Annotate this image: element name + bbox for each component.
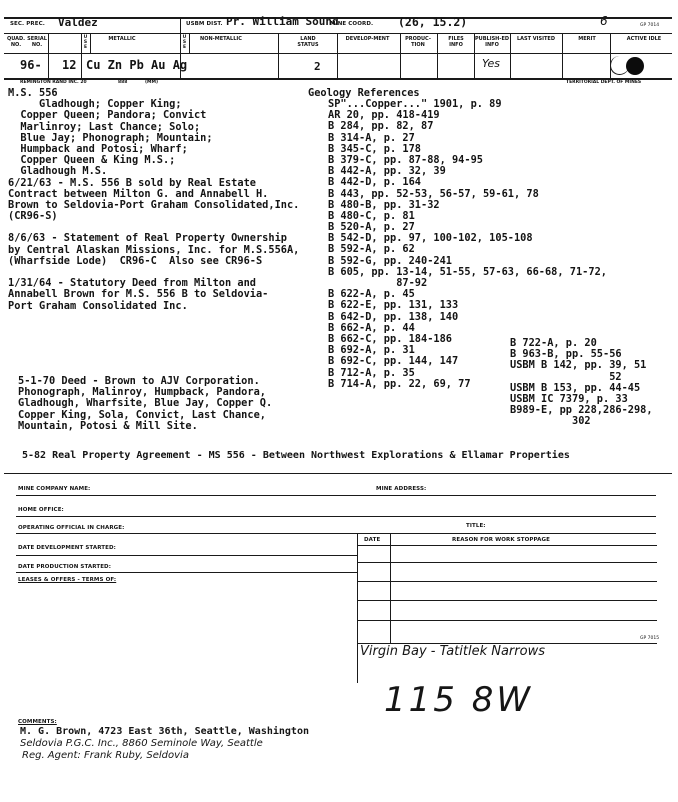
col-head-non-metallic: NON-METALLIC bbox=[200, 36, 242, 42]
remington-mark-3: (MM) bbox=[145, 80, 159, 85]
mine-company-label: MINE COMPANY NAME: bbox=[18, 486, 91, 492]
geology-ref-line: B 379-C, pp. 87-88, 94-95 bbox=[328, 153, 483, 166]
code-handwriting: 115 8W bbox=[384, 680, 533, 720]
col-head-production: PRODUC-TION bbox=[405, 36, 431, 48]
geology-ref-line: USBM B 142, pp. 39, 51 bbox=[510, 359, 647, 372]
home-office-label: HOME OFFICE: bbox=[18, 507, 64, 513]
deed-note-line: Mountain, Potosi & Mill Site. bbox=[18, 419, 198, 432]
geology-ref-line: B 442-A, pp. 32, 39 bbox=[328, 165, 446, 178]
geology-ref-line: B 662-A, p. 44 bbox=[328, 321, 415, 334]
ownership-note-line: Gladhough M.S. bbox=[8, 165, 108, 178]
date-col-label: DATE bbox=[364, 537, 381, 543]
row-metallic: Cu Zn Pb Au Ag bbox=[86, 58, 188, 72]
geology-ref-line: USBM B 153, pp. 44-45 bbox=[510, 381, 641, 394]
col-head-published-info: PUBLISH-ED INFO bbox=[475, 36, 510, 48]
col-head-files-info: FILES INFO bbox=[448, 36, 464, 48]
ownership-note-line: Gladhough; Copper King; bbox=[8, 98, 182, 111]
comments-line-3: Reg. Agent: Frank Ruby, Seldovia bbox=[22, 750, 189, 761]
col-head-last-visited: LAST VISITED bbox=[517, 36, 555, 42]
geology-ref-line: B 345-C, p. 178 bbox=[328, 142, 421, 155]
col-head-development: DEVELOP-MENT bbox=[345, 36, 390, 42]
col-head-land-status: LAND STATUS bbox=[297, 36, 319, 48]
sec-prec-label: SEC. PREC. bbox=[10, 21, 45, 27]
location-handwriting: Virgin Bay - Tatitlek Narrows bbox=[360, 644, 545, 659]
geology-ref-line: B 622-A, p. 45 bbox=[328, 288, 415, 301]
ownership-note-line: (Wharfside Lode) CR96-C Also see CR96-S bbox=[8, 254, 263, 267]
col-head-quad: QUAD. NO. bbox=[6, 36, 26, 48]
ownership-note-line: (CR96-S) bbox=[8, 210, 58, 223]
comments-line-2: Seldovia P.G.C. Inc., 8860 Seminole Way, Seattle bbox=[20, 738, 263, 749]
geology-references-right bbox=[510, 338, 670, 428]
col-head-serial: SERIAL NO. bbox=[27, 36, 47, 48]
sec-prec-value: Valdez bbox=[58, 16, 98, 29]
ownership-note-line: Blue Jay; Phonograph; Mountain; bbox=[8, 131, 213, 144]
geology-ref-line: B 622-E, pp. 131, 133 bbox=[328, 299, 459, 312]
row-published: Yes bbox=[482, 57, 501, 70]
geology-ref-line: B 722-A, p. 20 bbox=[510, 337, 597, 349]
geology-ref-line: B 712-A, p. 35 bbox=[328, 366, 415, 379]
geology-ref-line: B 662-C, pp. 184-186 bbox=[328, 332, 452, 345]
geology-ref-line: B 592-G, pp. 240-241 bbox=[328, 254, 452, 267]
ownership-note-line: 8/6/63 - Statement of Real Property Ownership bbox=[8, 232, 287, 245]
row-quad: 96- bbox=[20, 58, 42, 72]
geology-ref-line: 87-92 bbox=[328, 277, 428, 289]
geology-ref-line: B 442-D, p. 164 bbox=[328, 176, 421, 189]
comments-label: COMMENTS: bbox=[18, 719, 57, 725]
geology-ref-line: USBM IC 7379, p. 33 bbox=[510, 392, 628, 405]
geology-ref-line: B 592-A, p. 62 bbox=[328, 243, 415, 256]
deed-note-line: Phonograph, Malinroy, Humpback, Pandora, bbox=[18, 386, 266, 399]
row-land-status: 2 bbox=[314, 60, 321, 73]
usbm-dist-label: USBM DIST. bbox=[186, 21, 223, 27]
col-head-active-idle: ACTIVE IDLE bbox=[626, 36, 662, 42]
ownership-note-line: Humpback and Potosi; Wharf; bbox=[8, 142, 188, 155]
deed-note-line: Copper King, Sola, Convict, Last Chance, bbox=[18, 408, 266, 421]
geology-ref-line: B 714-A, pp. 22, 69, 77 bbox=[328, 377, 471, 390]
leases-label: LEASES & OFFERS - TERMS OF: bbox=[18, 577, 117, 583]
ownership-note-line: Contract between Milton G. and Annabell H. bbox=[8, 187, 269, 200]
mine-coord-label: MINE COORD. bbox=[330, 21, 374, 27]
geology-ref-line: B 542-D, pp. 97, 100-102, 105-108 bbox=[328, 232, 533, 245]
ownership-note-line: 1/31/64 - Statutory Deed from Milton and bbox=[8, 277, 256, 290]
geology-ref-line: B 314-A, p. 27 bbox=[328, 131, 415, 144]
ownership-note-line: M.S. 556 bbox=[8, 87, 58, 99]
ownership-note-line: Copper Queen; Pandora; Convict bbox=[8, 109, 207, 122]
ownership-note-line: Brown to Seldovia-Port Graham Consolidated,Inc. bbox=[8, 198, 300, 211]
ownership-note-line: 6/21/63 - M.S. 556 B sold by Real Estate bbox=[8, 176, 256, 189]
col-head-use-1: U S E bbox=[83, 35, 88, 50]
deed-note-line: 5-1-70 Deed - Brown to AJV Corporation. bbox=[18, 375, 260, 387]
geology-title: Geology References bbox=[308, 87, 420, 99]
ownership-notes bbox=[8, 88, 328, 312]
geology-ref-line: AR 20, pp. 418-419 bbox=[328, 109, 440, 122]
ownership-note-line: Copper Queen & King M.S.; bbox=[8, 154, 176, 167]
geology-ref-line: 302 bbox=[510, 415, 591, 428]
geology-ref-line: B 963-B, pp. 55-56 bbox=[510, 348, 622, 361]
remington-mark: REMINGTON RAND INC. 20 bbox=[20, 80, 87, 85]
form-number-2: GP 7015 bbox=[640, 636, 660, 641]
title-label: TITLE: bbox=[466, 523, 486, 529]
col-head-merit: MERIT bbox=[578, 36, 596, 42]
geology-ref-line: B 480-B, pp. 31-32 bbox=[328, 198, 440, 211]
mine-address-label: MINE ADDRESS: bbox=[376, 486, 427, 492]
comments-line-1: M. G. Brown, 4723 East 36th, Seattle, Washington bbox=[20, 726, 309, 737]
geology-ref-line: 52 bbox=[510, 370, 622, 383]
geology-ref-line: B 692-A, p. 31 bbox=[328, 344, 415, 357]
usbm-dist-value: Pr. William Sound bbox=[226, 15, 339, 28]
deed-note-line: Gladhough, Wharfsite, Blue Jay, Copper Q. bbox=[18, 397, 273, 410]
col-head-use-2: U S E bbox=[182, 35, 187, 50]
agreement-line: 5-82 Real Property Agreement - MS 556 - Between Northwest Explorations & Ellamar Properties bbox=[22, 450, 570, 461]
col-head-metallic: METALLIC bbox=[108, 36, 136, 42]
deed-notes bbox=[18, 376, 318, 432]
dev-started-label: DATE DEVELOPMENT STARTED: bbox=[18, 545, 116, 551]
geology-ref-line: B 284, pp. 82, 87 bbox=[328, 120, 434, 133]
geology-ref-line: B 642-D, pp. 138, 140 bbox=[328, 310, 459, 323]
active-idle-arc bbox=[610, 56, 629, 75]
ownership-note-line: by Central Alaskan Missions, Inc. for M.S.556A, bbox=[8, 243, 300, 256]
geology-ref-line: B 605, pp. 13-14, 51-55, 57-63, 66-68, 71-72, bbox=[328, 265, 607, 278]
operating-official-label: OPERATING OFFICIAL IN CHARGE: bbox=[18, 525, 125, 531]
prod-started-label: DATE PRODUCTION STARTED: bbox=[18, 564, 112, 570]
geology-ref-line: B 443, pp. 52-53, 56-57, 59-61, 78 bbox=[328, 187, 539, 200]
page-mark: 6 bbox=[600, 14, 608, 28]
territorial-mark: TERRITORIAL DEPT. OF MINES bbox=[566, 80, 642, 85]
geology-ref-line: B 692-C, pp. 144, 147 bbox=[328, 355, 459, 368]
remington-mark-2: 888 bbox=[118, 80, 128, 85]
form-number: GP 7014 bbox=[640, 23, 660, 28]
row-serial: 12 bbox=[62, 58, 77, 72]
reason-col-label: REASON FOR WORK STOPPAGE bbox=[452, 537, 551, 543]
geology-ref-line: B 480-C, p. 81 bbox=[328, 209, 415, 222]
mine-coord-value: (26, 15.2) bbox=[398, 15, 468, 29]
geology-ref-line: B 520-A, p. 27 bbox=[328, 221, 415, 234]
ownership-note-line: Annabell Brown for M.S. 556 B to Seldovia- bbox=[8, 288, 269, 301]
geology-ref-line: SP"...Copper..." 1901, p. 89 bbox=[328, 98, 502, 110]
ownership-note-line: Port Graham Consolidated Inc. bbox=[8, 299, 188, 312]
geology-ref-line: B989-E, pp 228,286-298, bbox=[510, 404, 653, 417]
ownership-note-line: Marlinroy; Last Chance; Solo; bbox=[8, 120, 201, 133]
